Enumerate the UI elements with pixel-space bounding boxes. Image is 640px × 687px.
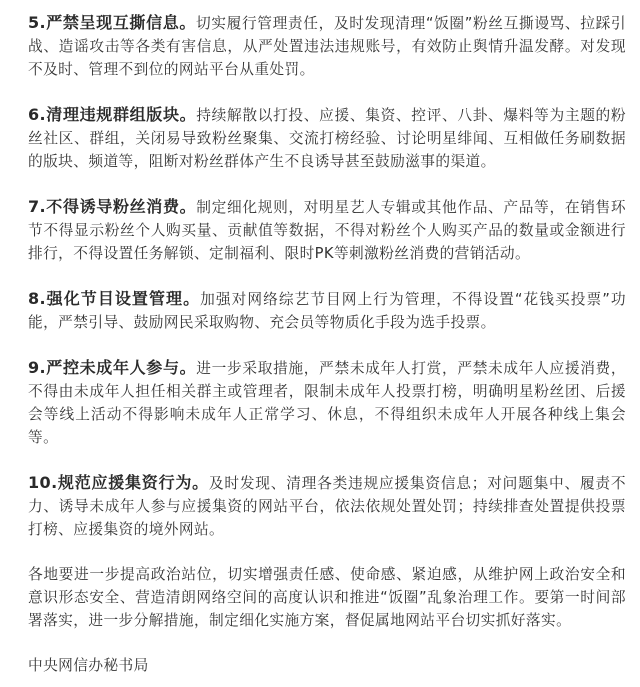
item-9-body: 进一步采取措施，严禁未成年人打赏，严禁未成年人应援消费，不得由未成年人担任相关群主或管理者，限制未成年人投票打榜，明确明星粉丝团、后援会等线上活动不得影响未成年人正常学习、休息，不得组织未成年人开展各种线上集会等。	[28, 360, 626, 446]
item-5-paragraph	[28, 11, 626, 81]
item-6-title: 6.清理违规群组版块。	[28, 105, 197, 124]
item-6-paragraph	[28, 103, 626, 173]
item-10-title: 10.规范应援集资行为。	[28, 473, 209, 492]
item-5-title: 5.严禁呈现互撕信息。	[28, 13, 196, 32]
closing-paragraph: 各地要进一步提高政治站位，切实增强责任感、使命感、紧迫感，从维护网上政治安全和意识形态安全、营造清朗网络空间的高度认识和推进“饭圈”乱象治理工作。要第一时间部署落实，进一步分解措施，制定细化实施方案，督促属地网站平台切实抓好落实。	[28, 566, 626, 629]
item-8-paragraph	[28, 287, 626, 334]
item-5-body: 切实履行管理责任，及时发现清理“饭圈”粉丝互撕谩骂、拉踩引战、造谣攻击等各类有害信息，从严处置违法违规账号，有效防止舆情升温发酵。对发现不及时、管理不到位的网站平台从重处罚。	[28, 15, 626, 78]
item-7-title: 7.不得诱导粉丝消费。	[28, 197, 197, 216]
item-10-body: 及时发现、清理各类违规应援集资信息；对问题集中、履责不力、诱导未成年人参与应援集资的网站平台，依法依规处置处罚；持续排查处置提供投票打榜、应援集资的境外网站。	[28, 475, 626, 538]
item-8-title: 8.强化节目设置管理。	[28, 289, 201, 308]
item-9-paragraph	[28, 356, 626, 449]
signature: 中央网信办秘书局	[28, 657, 149, 674]
item-7-paragraph	[28, 195, 626, 265]
item-7-body: 制定细化规则，对明星艺人专辑或其他作品、产品等，在销售环节不得显示粉丝个人购买量、贡献值等数据，不得对粉丝个人购买产品的数量或金额进行排行，不得设置任务解锁、定制福利、限时PK等刺激粉丝消费的营销活动。	[28, 199, 626, 262]
item-9-title: 9.严控未成年人参与。	[28, 358, 197, 377]
item-8-body: 加强对网络综艺节目网上行为管理，不得设置“花钱买投票”功能，严禁引导、鼓励网民采取购物、充会员等物质化手段为选手投票。	[28, 291, 626, 331]
item-6-body: 持续解散以打投、应援、集资、控评、八卦、爆料等为主题的粉丝社区、群组，关闭易导致粉丝聚集、交流打榜经验、讨论明星绯闻、互相做任务刷数据的版块、频道等，阻断对粉丝群体产生不良诱导甚至鼓励滋事的渠道。	[28, 107, 626, 170]
item-10-paragraph	[28, 471, 626, 541]
